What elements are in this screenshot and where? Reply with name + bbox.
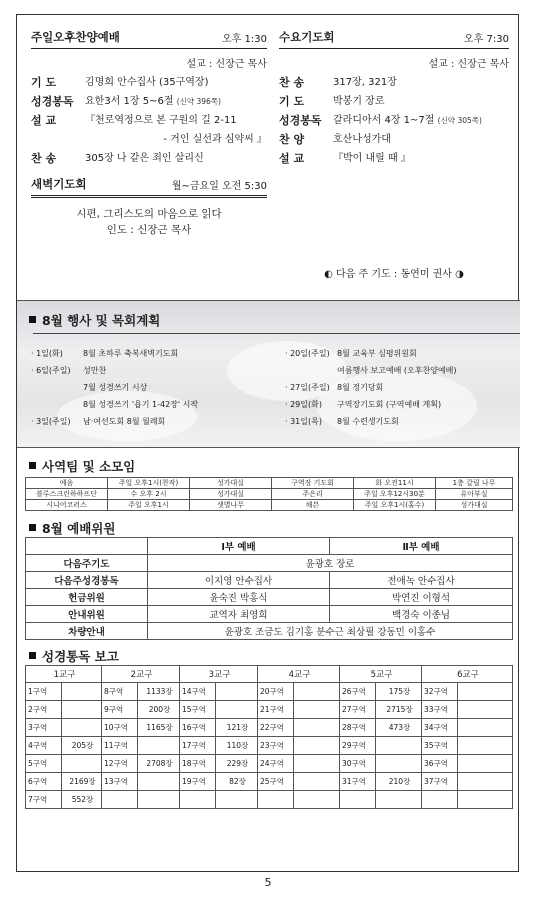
service-row-label: 설 교	[279, 152, 305, 165]
event-text: 8월 정기당회	[337, 383, 384, 392]
square-bullet-icon	[29, 462, 36, 469]
cell-group-name	[422, 791, 458, 809]
cell-chapters-read: 552장	[62, 791, 102, 809]
sunday-service-title: 주일오후찬양예배	[31, 30, 120, 44]
worship-staff-table	[25, 537, 513, 640]
table-header-row	[26, 538, 513, 555]
cell-chapters-read	[216, 701, 258, 719]
service-row-value	[333, 113, 509, 128]
event-text: 8월 성경쓰기 '욥기 1-42장' 시작	[83, 400, 199, 409]
cell-group-name: 18구역	[180, 755, 216, 773]
cell-chapters-read	[62, 719, 102, 737]
event-text: 구역장기도회 (구역예배 계획)	[337, 400, 442, 409]
dawn-prayer-header	[31, 176, 267, 198]
cell-chapters-read: 2169장	[62, 773, 102, 791]
team-cell: 성가대실	[436, 500, 513, 511]
team-cell: 유아부실	[436, 489, 513, 500]
service-row-value	[85, 132, 267, 147]
next-week-prayer: ◐ 다음 주 기도 : 동연미 권사 ◑	[324, 269, 464, 280]
dawn-prayer-time: 월~금요일 오전 5:30	[171, 181, 267, 192]
table-row	[26, 500, 513, 511]
cell-chapters-read	[216, 683, 258, 701]
dawn-prayer-line1: 시편, 그리스도의 마음으로 읽다	[76, 208, 222, 220]
reading-report-table	[25, 665, 513, 809]
reading-report-title-text: 성경통독 보고	[42, 649, 119, 664]
cell-group-name: 28구역	[340, 719, 376, 737]
event-date: · 3일(주일)	[31, 417, 71, 426]
cell-chapters-read	[458, 683, 513, 701]
service-row-value	[85, 113, 267, 128]
wednesday-service-header	[279, 29, 509, 49]
cell-group-name: 8구역	[102, 683, 138, 701]
service-row-value	[333, 75, 509, 90]
event-date	[31, 379, 83, 396]
sunday-service-time: 오후 1:30	[222, 34, 267, 45]
district-header: 1교구	[26, 666, 102, 683]
service-row-label: 설 교	[31, 114, 57, 127]
service-row	[279, 75, 509, 90]
sunday-service-header	[31, 29, 267, 49]
cell-chapters-read: 1133장	[138, 683, 180, 701]
cell-group-name	[340, 791, 376, 809]
team-cell: 블루스크린하하프단	[26, 489, 108, 500]
worship-header-cell: Ⅰ부 예배	[148, 538, 330, 555]
event-item	[31, 362, 281, 379]
table-row	[26, 555, 513, 572]
events-left-list	[31, 345, 281, 430]
worship-names-first: 교역자 최영희	[148, 606, 330, 623]
worship-names: 윤광호 조금도 김기홍 분수근 최상필 강동민 이홍수	[148, 623, 513, 640]
table-row	[26, 589, 513, 606]
cell-chapters-read	[294, 755, 340, 773]
cell-group-name: 24구역	[258, 755, 294, 773]
cell-group-name: 2구역	[26, 701, 62, 719]
events-right-list	[285, 345, 515, 430]
team-cell: 화 오전11시	[354, 478, 436, 489]
service-row-text: 『박이 내릴 때 』	[333, 153, 411, 164]
square-bullet-icon	[29, 652, 36, 659]
service-row	[31, 151, 267, 166]
table-row	[26, 719, 513, 737]
cell-chapters-read	[138, 737, 180, 755]
table-row	[26, 623, 513, 640]
cell-chapters-read: 1165장	[138, 719, 180, 737]
cell-chapters-read	[458, 737, 513, 755]
event-date: · 29일(화)	[285, 400, 322, 409]
team-cell: 샛별나무	[190, 500, 272, 511]
cell-group-name: 22구역	[258, 719, 294, 737]
team-cell: 성가대실	[190, 489, 272, 500]
cell-group-name: 29구역	[340, 737, 376, 755]
cell-chapters-read	[458, 719, 513, 737]
reading-report-title	[29, 647, 119, 665]
cell-group-name: 14구역	[180, 683, 216, 701]
table-row	[26, 683, 513, 701]
cell-group-name	[180, 791, 216, 809]
service-row-label: 성경봉독	[31, 95, 74, 108]
service-row	[31, 75, 267, 90]
cell-group-name: 34구역	[422, 719, 458, 737]
cell-chapters-read	[376, 755, 422, 773]
service-row	[31, 113, 267, 128]
cell-group-name: 30구역	[340, 755, 376, 773]
wednesday-preacher: 설교 : 신장근 목사	[428, 59, 509, 70]
table-row	[26, 755, 513, 773]
table-header-row	[26, 666, 513, 683]
divider	[33, 333, 520, 334]
cell-chapters-read	[294, 683, 340, 701]
square-bullet-icon	[29, 316, 36, 323]
cell-chapters-read	[376, 737, 422, 755]
service-row-label: 기 도	[279, 95, 305, 108]
event-text: 8월 교육부 심평위원회	[337, 349, 417, 358]
service-row-label: 찬 송	[31, 152, 57, 165]
cell-group-name: 36구역	[422, 755, 458, 773]
service-row-text: 요한3서 1장 5~6절	[85, 96, 174, 107]
event-item	[31, 396, 281, 413]
service-row	[279, 94, 509, 109]
cell-group-name: 26구역	[340, 683, 376, 701]
wednesday-service-rows	[279, 75, 509, 166]
cell-chapters-read: 110장	[216, 737, 258, 755]
event-date	[31, 396, 83, 413]
service-row-text: 김명희 안수집사 (35구역장)	[85, 77, 209, 88]
worship-names-second: 백경숙 이종님	[330, 606, 513, 623]
event-text: 7월 성경쓰기 시상	[83, 383, 148, 392]
cell-chapters-read	[62, 701, 102, 719]
table-row	[26, 737, 513, 755]
worship-staff-title	[29, 519, 115, 537]
service-row-label: 기 도	[31, 76, 57, 89]
service-row	[279, 151, 509, 166]
event-text: 8월 초하루 축복새벽기도회	[83, 349, 179, 358]
worship-header-cell: Ⅱ부 예배	[330, 538, 513, 555]
event-date: · 27일(주일)	[285, 383, 330, 392]
cell-group-name: 4구역	[26, 737, 62, 755]
team-cell: 1층 갈릴 나무	[436, 478, 513, 489]
event-date: · 1일(화)	[31, 349, 63, 358]
dawn-prayer-title: 새벽기도회	[31, 177, 87, 191]
cell-chapters-read: 2708장	[138, 755, 180, 773]
table-row	[26, 572, 513, 589]
cell-group-name: 23구역	[258, 737, 294, 755]
cell-group-name: 9구역	[102, 701, 138, 719]
cell-group-name: 1구역	[26, 683, 62, 701]
cell-group-name: 17구역	[180, 737, 216, 755]
table-row	[26, 701, 513, 719]
sunday-service-rows	[31, 75, 267, 166]
team-cell: 성가대실	[190, 478, 272, 489]
worship-names-first: 이지영 안수집사	[148, 572, 330, 589]
cell-group-name: 37구역	[422, 773, 458, 791]
cell-chapters-read: 210장	[376, 773, 422, 791]
august-events-box	[17, 300, 520, 448]
team-cell: 주일 오후1시(홀수)	[354, 500, 436, 511]
cell-chapters-read	[62, 755, 102, 773]
service-row-text: 호산나성가대	[333, 134, 391, 145]
cell-chapters-read	[62, 683, 102, 701]
worship-staff-title-text: 8월 예배위원	[42, 521, 116, 536]
service-row-text: 317장, 321장	[333, 77, 397, 88]
team-cell: 예음	[26, 478, 108, 489]
cell-chapters-read	[458, 773, 513, 791]
dawn-prayer-body	[31, 206, 267, 238]
cell-group-name: 3구역	[26, 719, 62, 737]
team-cell: 주일 오후1시(찬작)	[108, 478, 190, 489]
table-row	[26, 791, 513, 809]
worship-role: 다음주기도	[26, 555, 148, 572]
cell-chapters-read	[376, 791, 422, 809]
cell-chapters-read	[458, 701, 513, 719]
worship-role: 헌금위원	[26, 589, 148, 606]
teams-title	[29, 457, 135, 475]
table-row	[26, 606, 513, 623]
worship-names-second: 박연진 이형석	[330, 589, 513, 606]
event-item	[285, 362, 515, 379]
square-bullet-icon	[29, 524, 36, 531]
worship-role: 다음주성경봉독	[26, 572, 148, 589]
service-row-value	[333, 94, 509, 109]
bulletin-page	[16, 14, 519, 872]
cell-group-name: 19구역	[180, 773, 216, 791]
cell-chapters-read: 82장	[216, 773, 258, 791]
cell-chapters-read: 200장	[138, 701, 180, 719]
cell-chapters-read	[458, 755, 513, 773]
worship-names: 윤광호 장로	[148, 555, 513, 572]
district-header: 5교구	[340, 666, 422, 683]
cell-group-name	[102, 791, 138, 809]
sunday-service	[31, 29, 267, 238]
cell-group-name: 25구역	[258, 773, 294, 791]
service-row-text: - 거인 실선과 심약씨 』	[163, 134, 267, 145]
worship-header-cell	[26, 538, 148, 555]
event-date: · 20일(주일)	[285, 349, 330, 358]
cell-chapters-read: 205장	[62, 737, 102, 755]
dawn-prayer-line2: 인도 : 신장근 목사	[106, 224, 192, 236]
cell-chapters-read	[294, 791, 340, 809]
service-row-text: 305장 나 같은 죄인 살리신	[85, 153, 204, 164]
cell-chapters-read: 175장	[376, 683, 422, 701]
worship-role: 차량안내	[26, 623, 148, 640]
table-row	[26, 773, 513, 791]
sunday-preacher: 설교 : 신장근 목사	[186, 59, 267, 70]
event-item	[285, 413, 515, 430]
cell-group-name: 6구역	[26, 773, 62, 791]
event-text: 8월 수련생기도회	[337, 417, 399, 426]
event-text: 성만찬	[83, 366, 107, 375]
cell-group-name: 35구역	[422, 737, 458, 755]
service-row-value	[333, 151, 509, 166]
table-row	[26, 478, 513, 489]
service-row	[279, 113, 509, 128]
service-row-label: 찬 양	[279, 133, 305, 146]
worship-role: 안내위원	[26, 606, 148, 623]
cell-group-name: 11구역	[102, 737, 138, 755]
services-area	[17, 15, 520, 300]
team-cell: 주일 오후1시	[108, 500, 190, 511]
cell-group-name: 10구역	[102, 719, 138, 737]
service-row-text: 『천로역정으로 본 구원의 길 2-11	[85, 115, 237, 126]
event-text: 여름행사 보고예배 (오후찬양예배)	[337, 366, 457, 375]
event-date: · 6일(주일)	[31, 366, 71, 375]
team-cell: 해븐	[272, 500, 354, 511]
page-reference: (신약 396쪽)	[176, 97, 221, 106]
cell-group-name: 7구역	[26, 791, 62, 809]
cell-chapters-read: 121장	[216, 719, 258, 737]
teams-title-text: 사역팀 및 소모임	[42, 459, 136, 474]
cell-group-name: 20구역	[258, 683, 294, 701]
event-item	[285, 345, 515, 362]
cell-chapters-read: 229장	[216, 755, 258, 773]
service-row	[31, 132, 267, 147]
cell-chapters-read	[138, 773, 180, 791]
cell-group-name: 16구역	[180, 719, 216, 737]
worship-names-second: 전애녹 안수집사	[330, 572, 513, 589]
cell-group-name: 5구역	[26, 755, 62, 773]
service-row-value	[85, 94, 267, 109]
event-date: · 31일(목)	[285, 417, 322, 426]
service-row	[279, 132, 509, 147]
team-cell: 구역장 기도회	[272, 478, 354, 489]
wednesday-service-title: 수요기도회	[279, 30, 335, 44]
district-header: 2교구	[102, 666, 180, 683]
service-row-value	[85, 75, 267, 90]
service-row-value	[333, 132, 509, 147]
district-header: 3교구	[180, 666, 258, 683]
event-date	[285, 362, 337, 379]
district-header: 4교구	[258, 666, 340, 683]
service-row-label: 성경봉독	[279, 114, 322, 127]
event-text: 남·여선도회 8월 월례회	[83, 417, 166, 426]
cell-chapters-read: 473장	[376, 719, 422, 737]
events-title-text: 8월 행사 및 목회계획	[42, 313, 161, 328]
cell-group-name: 21구역	[258, 701, 294, 719]
cell-chapters-read	[294, 719, 340, 737]
event-item	[285, 379, 515, 396]
service-row-text: 갈라디아서 4장 1~7절	[333, 115, 435, 126]
cell-chapters-read: 2715장	[376, 701, 422, 719]
page-reference: (신약 305쪽)	[437, 116, 482, 125]
cell-chapters-read	[294, 773, 340, 791]
wednesday-service	[279, 29, 509, 166]
event-item	[31, 345, 281, 362]
district-header: 6교구	[422, 666, 513, 683]
worship-names-first: 윤숙진 박홍식	[148, 589, 330, 606]
service-row-text: 박봉기 장로	[333, 96, 385, 107]
cell-group-name: 12구역	[102, 755, 138, 773]
team-cell: 수 오후 2시	[108, 489, 190, 500]
events-title	[29, 311, 160, 329]
event-item	[31, 413, 281, 430]
cell-group-name: 13구역	[102, 773, 138, 791]
cell-group-name: 27구역	[340, 701, 376, 719]
service-row-label: 찬 송	[279, 76, 305, 89]
cell-chapters-read	[138, 791, 180, 809]
event-item	[31, 379, 281, 396]
team-cell: 시니어코러스	[26, 500, 108, 511]
cell-group-name: 31구역	[340, 773, 376, 791]
event-item	[285, 396, 515, 413]
service-row-value	[85, 151, 267, 166]
cell-group-name: 33구역	[422, 701, 458, 719]
cell-group-name: 32구역	[422, 683, 458, 701]
cell-group-name: 15구역	[180, 701, 216, 719]
team-cell: 주은리	[272, 489, 354, 500]
service-row	[31, 94, 267, 109]
cell-chapters-read	[294, 737, 340, 755]
teams-table	[25, 477, 513, 511]
team-cell: 주일 오후12시30분	[354, 489, 436, 500]
wednesday-service-time: 오후 7:30	[464, 34, 509, 45]
cell-chapters-read	[216, 791, 258, 809]
table-row	[26, 489, 513, 500]
cell-chapters-read	[294, 701, 340, 719]
cell-chapters-read	[458, 791, 513, 809]
page-number: 5	[264, 876, 272, 889]
cell-group-name	[258, 791, 294, 809]
